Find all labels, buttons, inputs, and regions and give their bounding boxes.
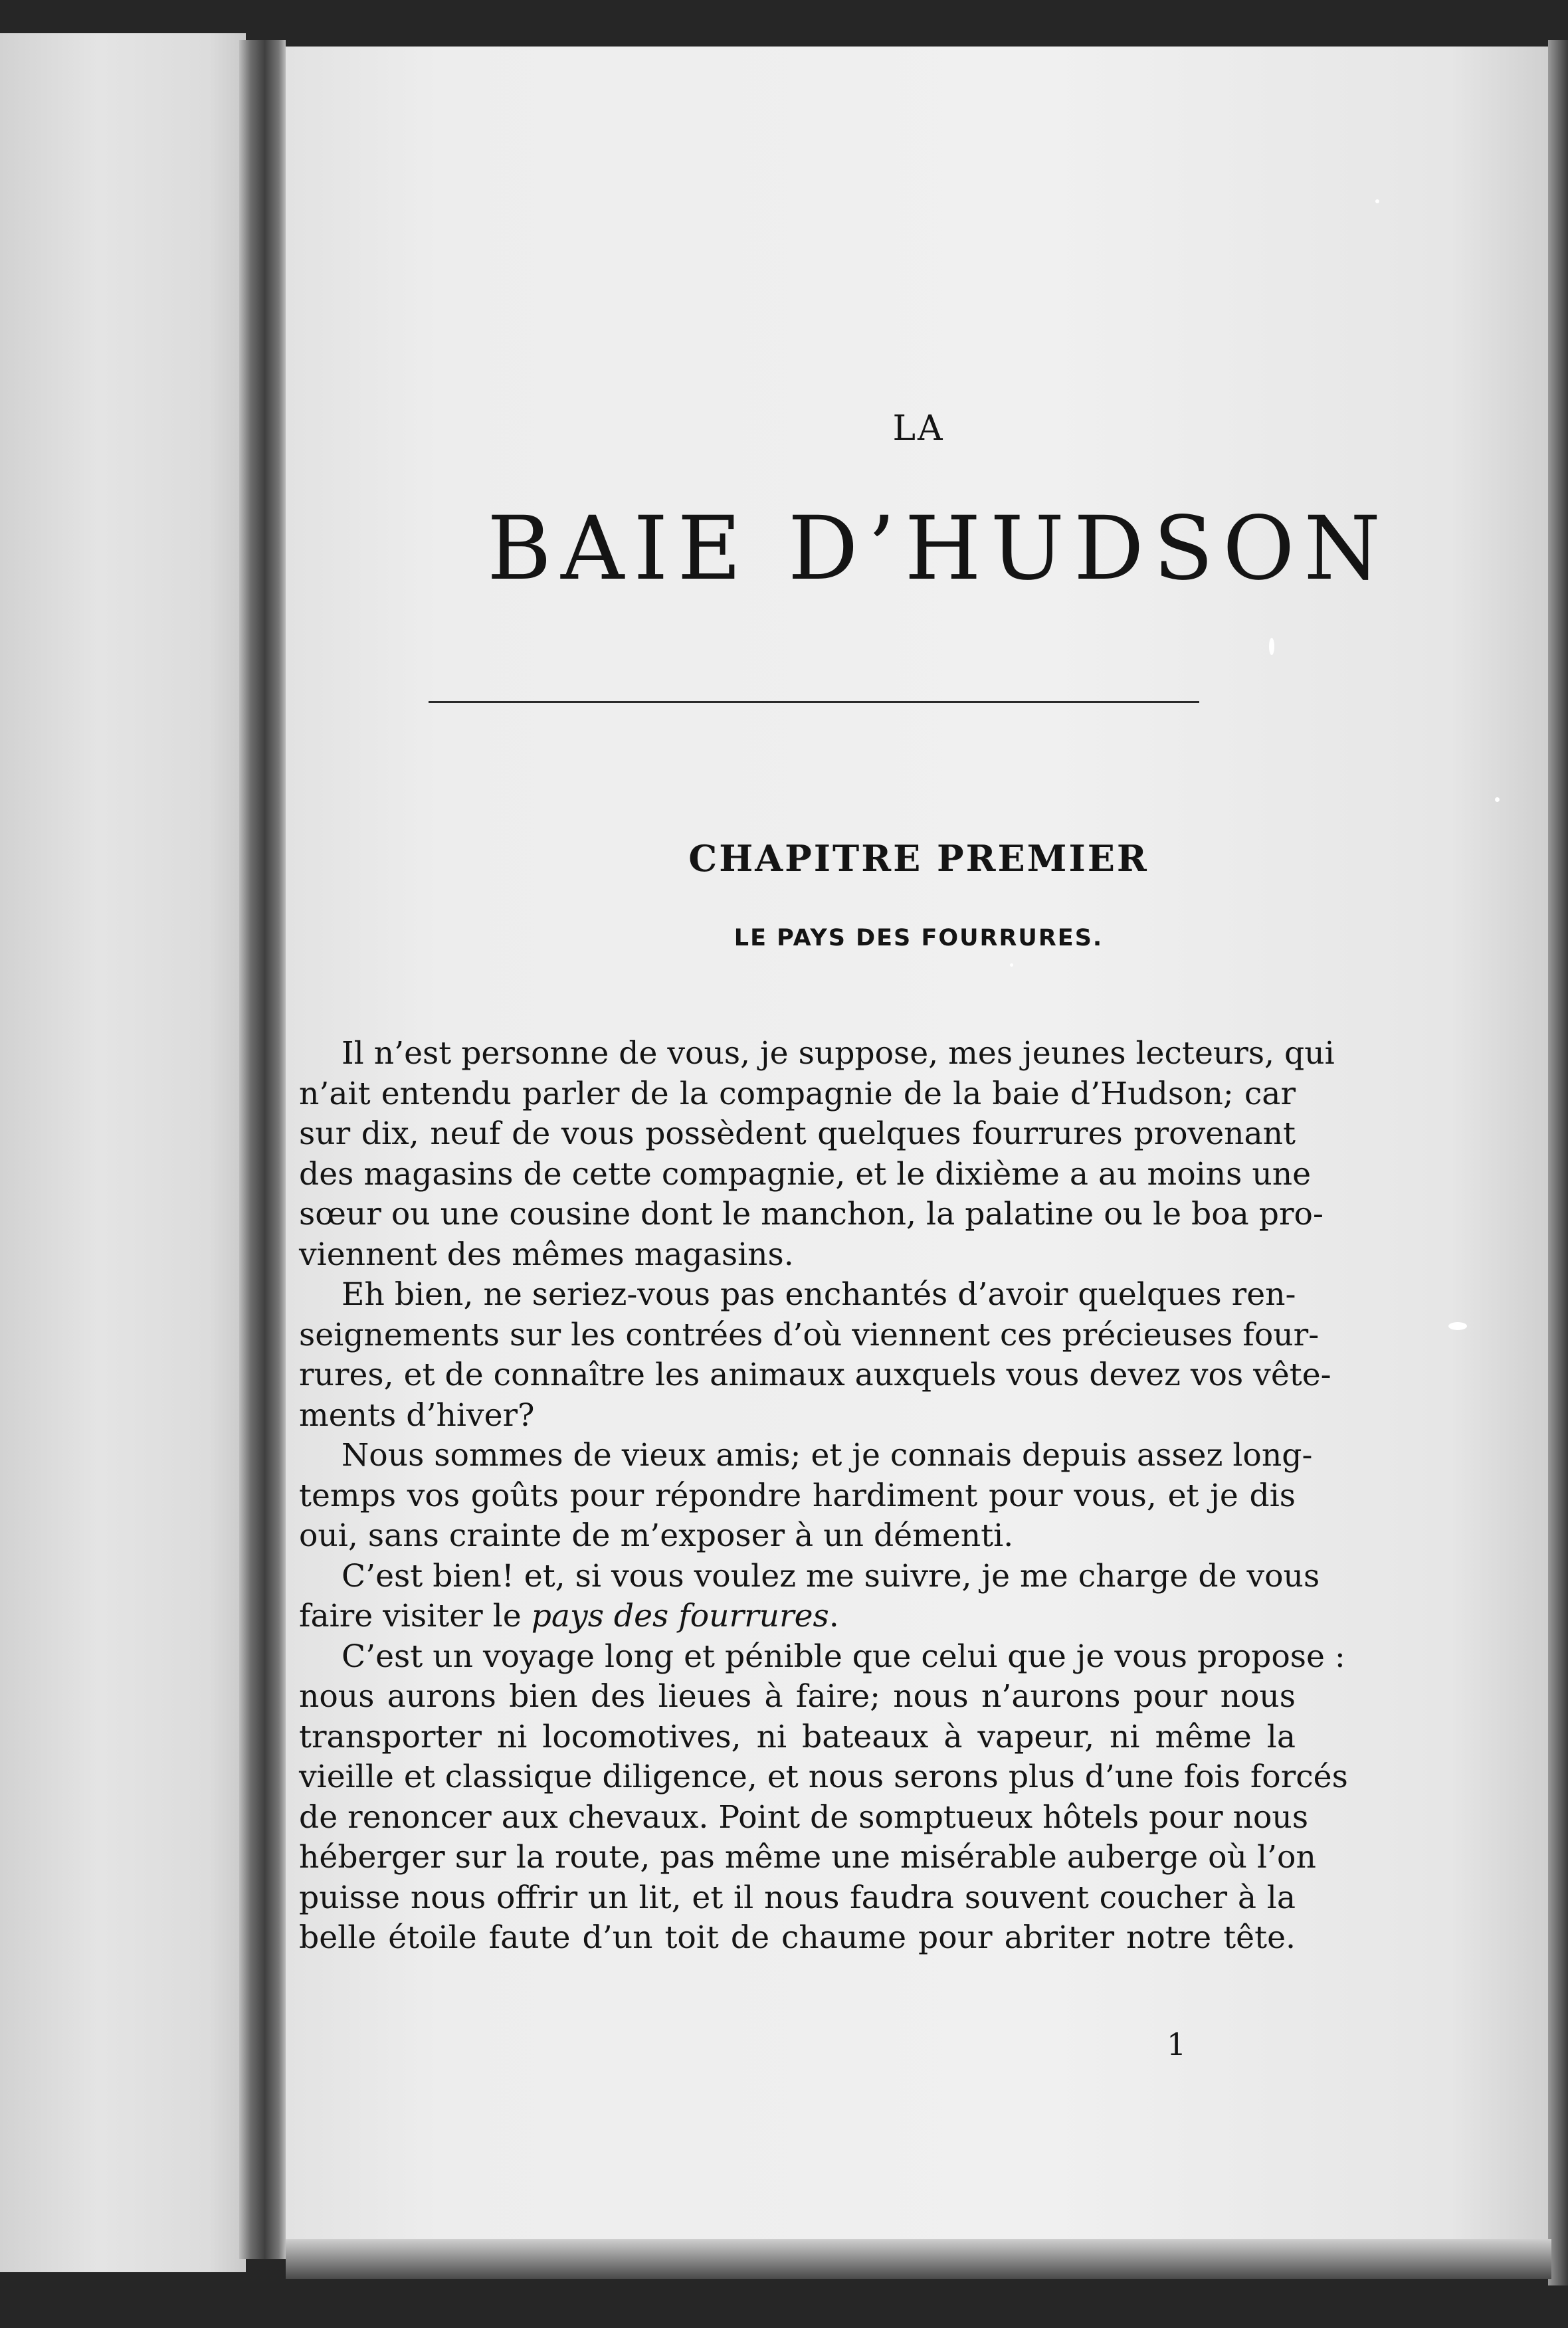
book-page	[286, 47, 1551, 2239]
text-line: héberger sur la route, pas même une misérable auberge où l’on	[299, 1839, 1316, 1876]
text-line: n’ait entendu parler de la compagnie de la baie d’Hudson; car	[299, 1075, 1296, 1112]
text-line: Il n’est personne de vous, je suppose, mes jeunes lecteurs, qui	[342, 1035, 1335, 1072]
right-page-edge	[1548, 40, 1568, 2285]
bottom-page-edge	[286, 2239, 1551, 2279]
text-line: rures, et de connaître les animaux auxquels vous devez vos vête-	[299, 1357, 1331, 1393]
text-line: vieille et classique diligence, et nous serons plus d’une fois forcés	[299, 1759, 1348, 1795]
left-page-edge	[0, 33, 246, 2272]
text-line: Nous sommes de vieux amis; et je connais depuis assez long-	[342, 1437, 1313, 1474]
paragraph-3	[299, 1436, 1313, 1557]
title-rule	[429, 701, 1199, 703]
text-line: des magasins de cette compagnie, et le dixième a au moins une	[299, 1155, 1312, 1193]
text-line: Eh bien, ne seriez-vous pas enchantés d’avoir quelques ren-	[342, 1276, 1296, 1313]
text-line: puisse nous offrir un lit, et il nous faudra souvent coucher à la	[299, 1879, 1296, 1916]
paragraph-1	[299, 1034, 1335, 1275]
text-line: temps vos goûts pour répondre hardiment pour vous, et je dis	[299, 1477, 1296, 1514]
text-line: seignements sur les contrées d’où viennent ces précieuses four-	[299, 1316, 1320, 1353]
book-gutter	[239, 40, 286, 2259]
scan-speck	[1269, 638, 1274, 655]
chapter-heading: CHAPITRE PREMIER	[688, 837, 1149, 880]
scan-speck	[1448, 1322, 1467, 1330]
scan-speck	[1010, 963, 1013, 967]
text-line: C’est un voyage long et pénible que celui que je vous propose :	[342, 1638, 1345, 1675]
text-line: de renoncer aux chevaux. Point de somptueux hôtels pour nous	[299, 1798, 1309, 1836]
paragraph-2	[299, 1275, 1331, 1436]
text-line: nous aurons bien des lieues à faire; nous n’aurons pour nous	[299, 1678, 1296, 1715]
text-line: viennent des mêmes magasins.	[299, 1236, 794, 1273]
chapter-subtitle: LE PAYS DES FOURRURES.	[734, 925, 1104, 951]
text-line: belle étoile faute d’un toit de chaume pour abriter notre tête.	[299, 1919, 1296, 1956]
scan-speck	[1375, 199, 1379, 203]
scan-speck	[1495, 797, 1500, 802]
text-line-with-italic: faire visiter le pays des fourrures.	[299, 1598, 839, 1634]
text-line: sœur ou une cousine dont le manchon, la palatine ou le boa pro-	[299, 1196, 1323, 1232]
paragraph-5	[299, 1637, 1348, 1959]
chapter-body	[299, 1034, 1348, 1959]
text-line: sur dix, neuf de vous possèdent quelques fourrures provenant	[299, 1116, 1296, 1152]
text-line: ments d’hiver?	[299, 1397, 535, 1434]
book-title: BAIE D’HUDSON	[487, 498, 1390, 600]
page-number: 1	[1167, 2026, 1187, 2062]
title-article: LA	[892, 409, 945, 448]
text-line: C’est bien! et, si vous voulez me suivre, je me charge de vous	[342, 1557, 1320, 1595]
paragraph-4	[299, 1557, 1320, 1637]
italic-phrase: pays des fourrures	[531, 1598, 829, 1634]
text-line: oui, sans crainte de m’exposer à un démenti.	[299, 1517, 1014, 1554]
text-line: transporter ni locomotives, ni bateaux à vapeur, ni même la	[299, 1718, 1296, 1755]
